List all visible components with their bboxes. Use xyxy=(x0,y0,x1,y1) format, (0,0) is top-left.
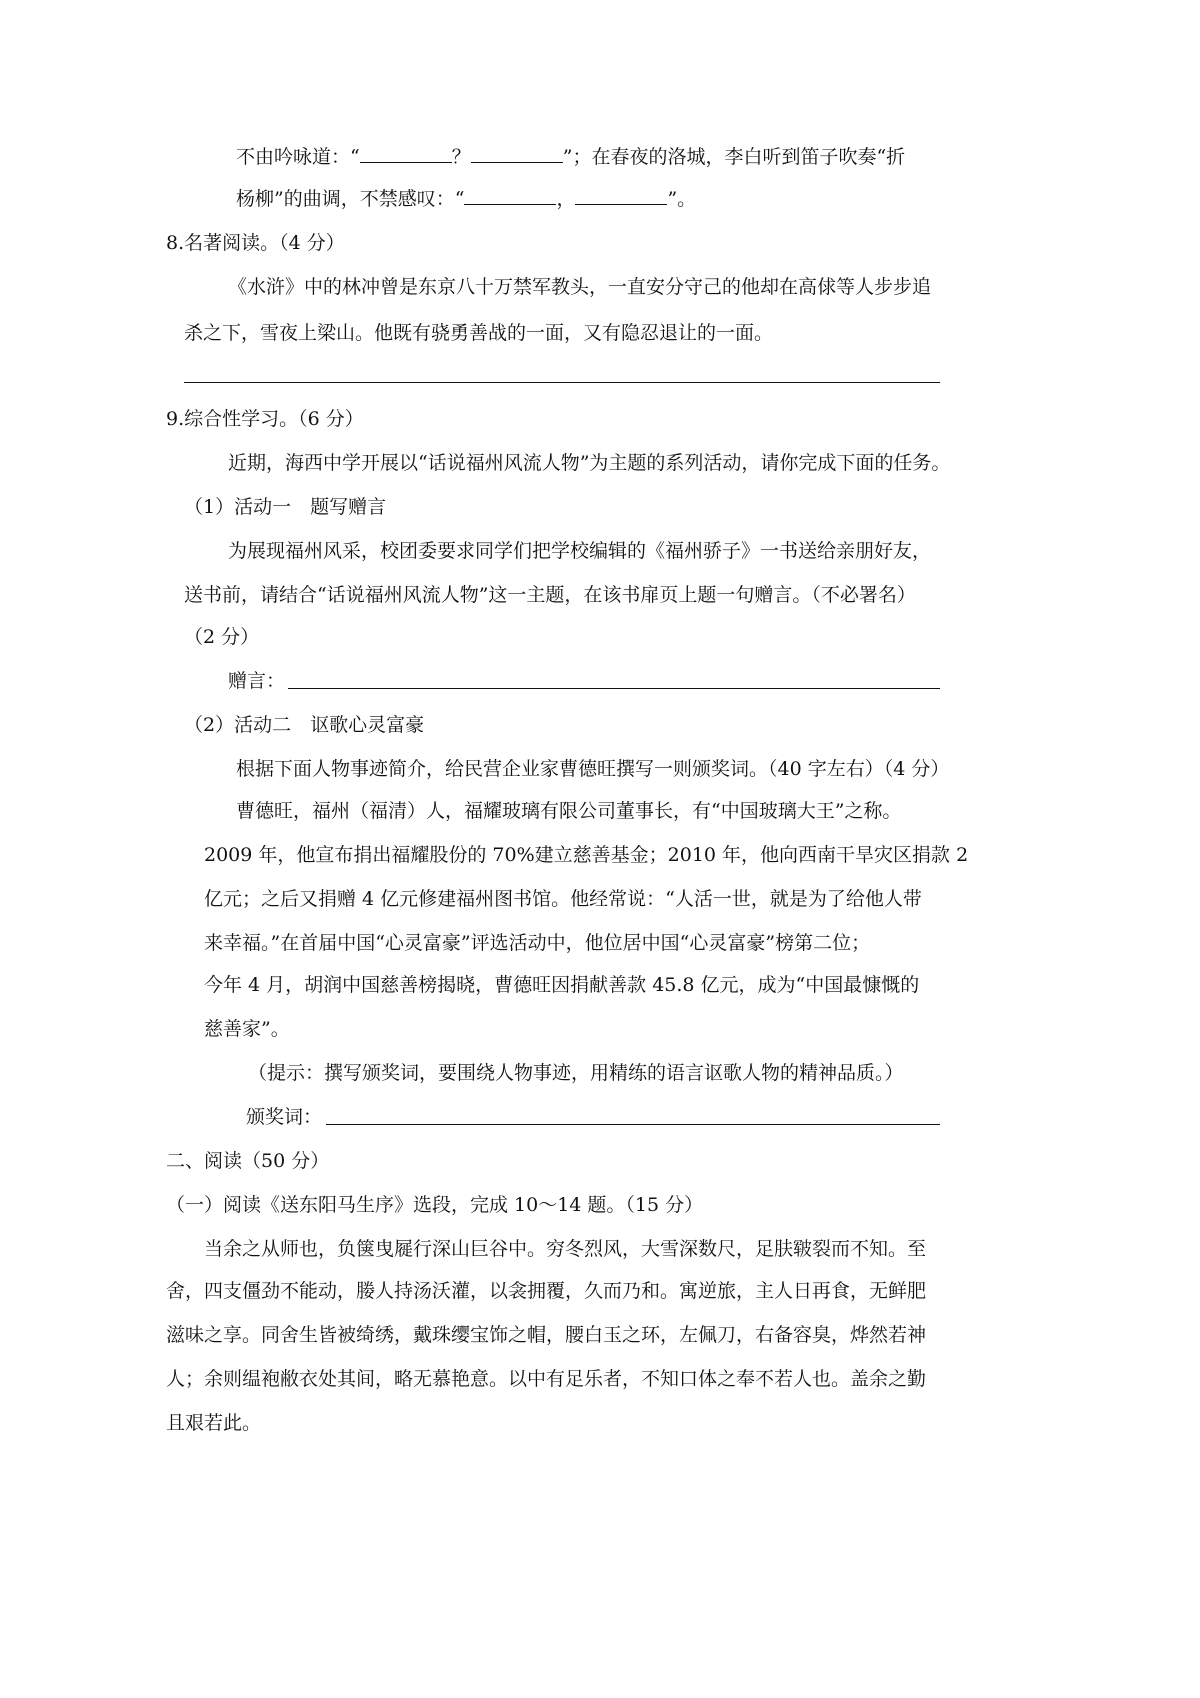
q9-title: 9.综合性学习。（6 分） xyxy=(166,408,364,430)
q7-text-c: 杨柳”的曲调，不禁感叹：“ xyxy=(236,188,465,210)
q7-question-mark: ？ xyxy=(451,146,471,168)
q8-title: 8.名著阅读。（4 分） xyxy=(166,232,345,254)
q7-line-2 xyxy=(236,186,696,212)
passage-line: 当余之从师也，负箧曳屣行深山巨谷中。穷冬烈风，大雪深数尺，足肤皲裂而不知。至 xyxy=(204,1238,927,1260)
part-2-title: 二、阅读（50 分） xyxy=(166,1150,330,1172)
bio-line: 今年 4 月，胡润中国慈善榜揭晓，曹德旺因捐献善款 45.8 亿元，成为“中国最慷慨的 xyxy=(204,974,920,996)
award-speech-label: 颁奖词： xyxy=(246,1106,323,1128)
q7-text-d: ”。 xyxy=(667,188,697,210)
activity-1-text: 为展现福州风采，校团委要求同学们把学校编辑的《福州骄子》一书送给亲朋好友， xyxy=(228,540,932,562)
passage-line: 滋味之享。同舍生皆被绮绣，戴珠缨宝饰之帽，腰白玉之环，左佩刀，右备容臭，烨然若神 xyxy=(166,1324,927,1346)
activity-2-title: （2）活动二 讴歌心灵富豪 xyxy=(184,714,425,736)
answer-blank[interactable] xyxy=(464,186,556,205)
activity-2-instructions: 根据下面人物事迹简介，给民营企业家曹德旺撰写一则颁奖词。（40 字左右）（4 分） xyxy=(236,758,950,780)
bio-line: 曹德旺，福州（福清）人，福耀玻璃有限公司董事长，有“中国玻璃大王”之称。 xyxy=(236,800,902,822)
hint-text: （提示：撰写颁奖词，要围绕人物事迹，用精练的语言讴歌人物的精神品质。） xyxy=(248,1062,904,1084)
bio-line: 来幸福。”在首届中国“心灵富豪”评选活动中，他位居中国“心灵富豪”榜第二位； xyxy=(204,932,871,954)
section-1-title: （一）阅读《送东阳马生序》选段，完成 10～14 题。（15 分） xyxy=(166,1194,704,1216)
q8-answer-line[interactable] xyxy=(184,382,940,383)
passage-line: 且艰若此。 xyxy=(166,1412,262,1434)
q7-line-1 xyxy=(236,144,905,170)
activity-1-title: （1）活动一 题写赠言 xyxy=(184,496,387,518)
q8-paragraph-line: 杀之下，雪夜上梁山。他既有骁勇善战的一面，又有隐忍退让的一面。 xyxy=(184,322,774,344)
answer-blank[interactable] xyxy=(360,144,452,163)
award-speech-answer-line[interactable] xyxy=(326,1124,940,1125)
answer-blank[interactable] xyxy=(575,186,667,205)
q7-text-b: ”；在春夜的洛城，李白听到笛子吹奏“折 xyxy=(562,146,906,168)
q7-comma: ， xyxy=(556,188,576,210)
passage-line: 人；余则缊袍敝衣处其间，略无慕艳意。以中有足乐者，不知口体之奉不若人也。盖余之勤 xyxy=(166,1368,927,1390)
bio-line: 亿元；之后又捐赠 4 亿元修建福州图书馆。他经常说：“人活一世，就是为了给他人带 xyxy=(204,888,922,910)
bio-line: 2009 年，他宣布捐出福耀股份的 70%建立慈善基金；2010 年，他向西南干旱灾区捐款 2 xyxy=(204,844,969,866)
inscription-label: 赠言： xyxy=(228,670,286,692)
activity-1-text: 送书前，请结合“话说福州风流人物”这一主题，在该书扉页上题一句赠言。（不必署名） xyxy=(184,584,916,606)
answer-blank[interactable] xyxy=(471,144,563,163)
activity-1-text: （2 分） xyxy=(184,626,260,648)
q9-intro: 近期，海西中学开展以“话说福州风流人物”为主题的系列活动，请你完成下面的任务。 xyxy=(228,452,951,474)
inscription-answer-line[interactable] xyxy=(288,688,940,689)
q8-paragraph-line: 《水浒》中的林冲曾是东京八十万禁军教头，一直安分守己的他却在高俅等人步步追 xyxy=(228,276,932,298)
q7-text-a: 不由吟咏道：“ xyxy=(236,146,360,168)
bio-line: 慈善家”。 xyxy=(204,1018,290,1040)
passage-line: 舍，四支僵劲不能动，媵人持汤沃灌，以衾拥覆，久而乃和。寓逆旅，主人日再食，无鲜肥 xyxy=(166,1280,927,1302)
